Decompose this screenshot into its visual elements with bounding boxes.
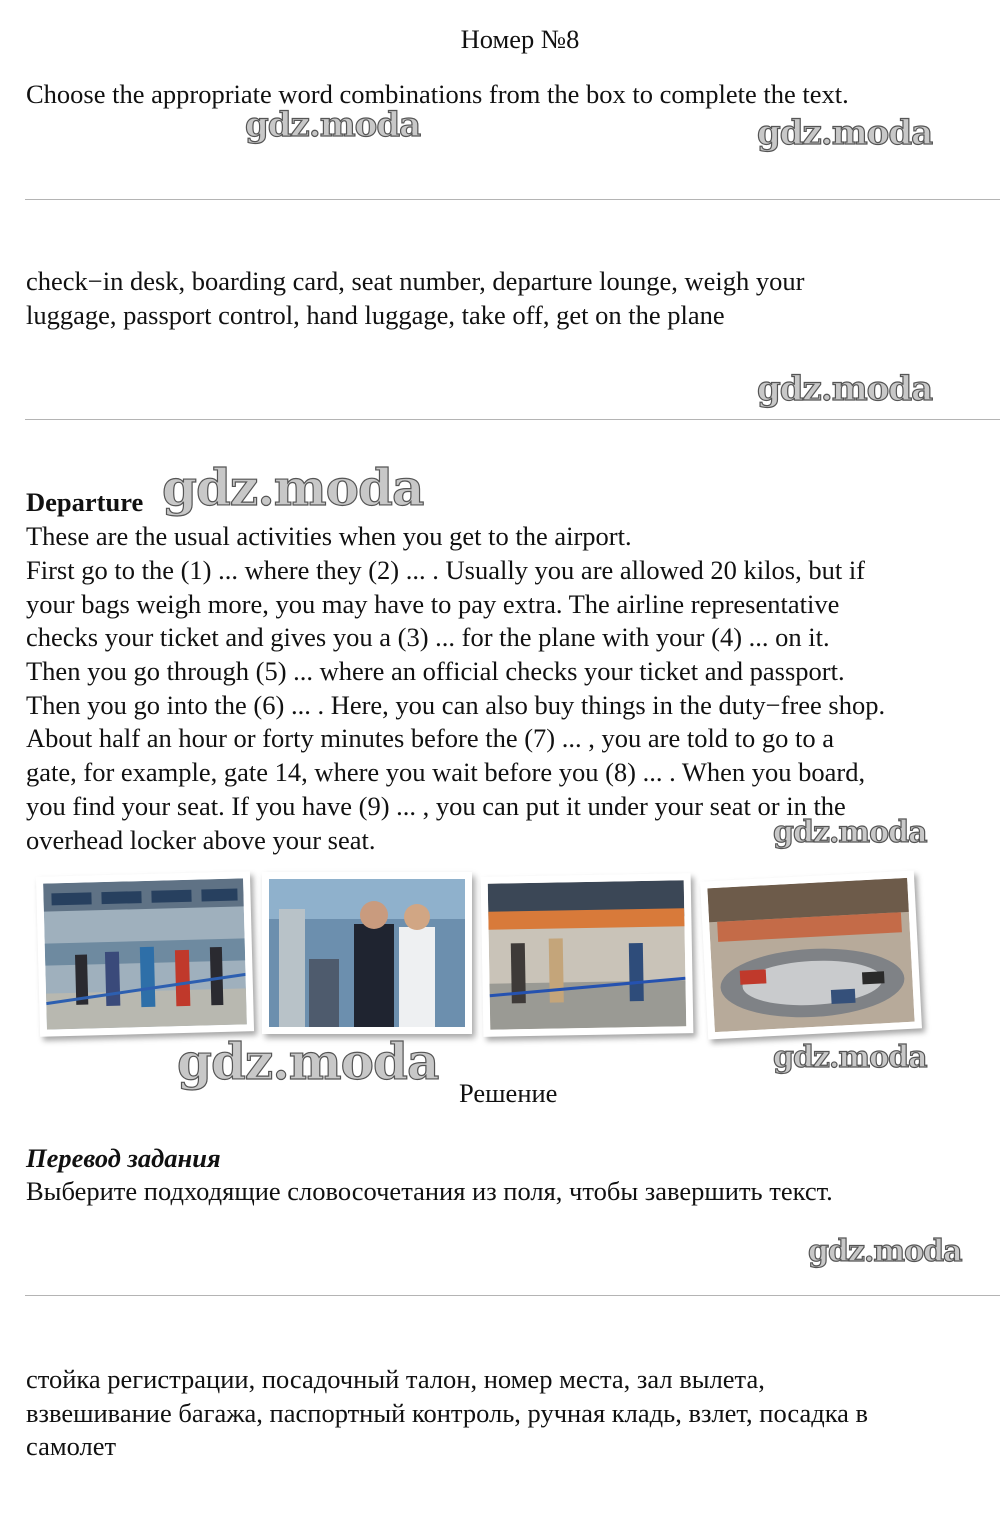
page-number-title: Номер №8: [460, 24, 580, 54]
translation-box-line: взвешивание багажа, паспортный контроль, ручная кладь, взлет, посадка в: [26, 1398, 869, 1428]
box-top-rule: [25, 199, 1000, 200]
text-line: Then you go through (5) ... where an official checks your ticket and passport.: [26, 656, 845, 686]
word-box-line: luggage, passport control, hand luggage, take off, get on the plane: [26, 300, 725, 330]
text-line: overhead locker above your seat.: [26, 825, 376, 855]
word-box-line: check−in desk, boarding card, seat number, departure lounge, weigh your: [26, 266, 805, 296]
text-line: First go to the (1) ... where they (2) ... . Usually you are allowed 20 kilos, but if: [26, 555, 866, 585]
text-line: Then you go into the (6) ... . Here, you can also buy things in the duty−free shop.: [26, 690, 886, 720]
translation-box-line: самолет: [26, 1431, 117, 1461]
watermark: gdz.moda: [757, 369, 933, 409]
watermark: gdz.moda: [162, 458, 424, 517]
security-check-photo: [262, 872, 472, 1034]
text-line: you find your seat. If you have (9) ... , you can put it under your seat or in the: [26, 791, 846, 821]
box-bottom-rule: [25, 419, 1000, 420]
watermark: gdz.moda: [773, 815, 927, 850]
baggage-carousel-photo: [700, 871, 922, 1040]
watermark: gdz.moda: [808, 1234, 962, 1269]
watermark: gdz.moda: [757, 113, 933, 153]
solution-label: Решение: [459, 1078, 558, 1108]
text-line: About half an hour or forty minutes before the (7) ... , you are told to go to a: [26, 723, 835, 753]
watermark: gdz.moda: [177, 1032, 439, 1091]
translation-box-top-rule: [25, 1295, 1000, 1296]
translation-text: Выберите подходящие словосочетания из поля, чтобы завершить текст.: [26, 1176, 833, 1206]
text-line: gate, for example, gate 14, where you wait before you (8) ... . When you board,: [26, 757, 866, 787]
check-in-hall-photo: [36, 871, 254, 1037]
watermark: gdz.moda: [245, 105, 421, 145]
task-instruction: Choose the appropriate word combinations from the box to complete the text.: [26, 79, 849, 109]
text-line: These are the usual activities when you get to the airport.: [26, 521, 632, 551]
departure-hall-photo: [481, 873, 694, 1037]
text-line: your bags weigh more, you may have to pay extra. The airline representative: [26, 589, 840, 619]
translation-box-line: стойка регистрации, посадочный талон, номер места, зал вылета,: [26, 1364, 765, 1394]
watermark: gdz.moda: [773, 1040, 927, 1075]
text-line: checks your ticket and gives you a (3) ... for the plane with your (4) ... on it.: [26, 622, 830, 652]
translation-heading: Перевод задания: [26, 1143, 221, 1173]
text-title: Departure: [26, 487, 144, 517]
